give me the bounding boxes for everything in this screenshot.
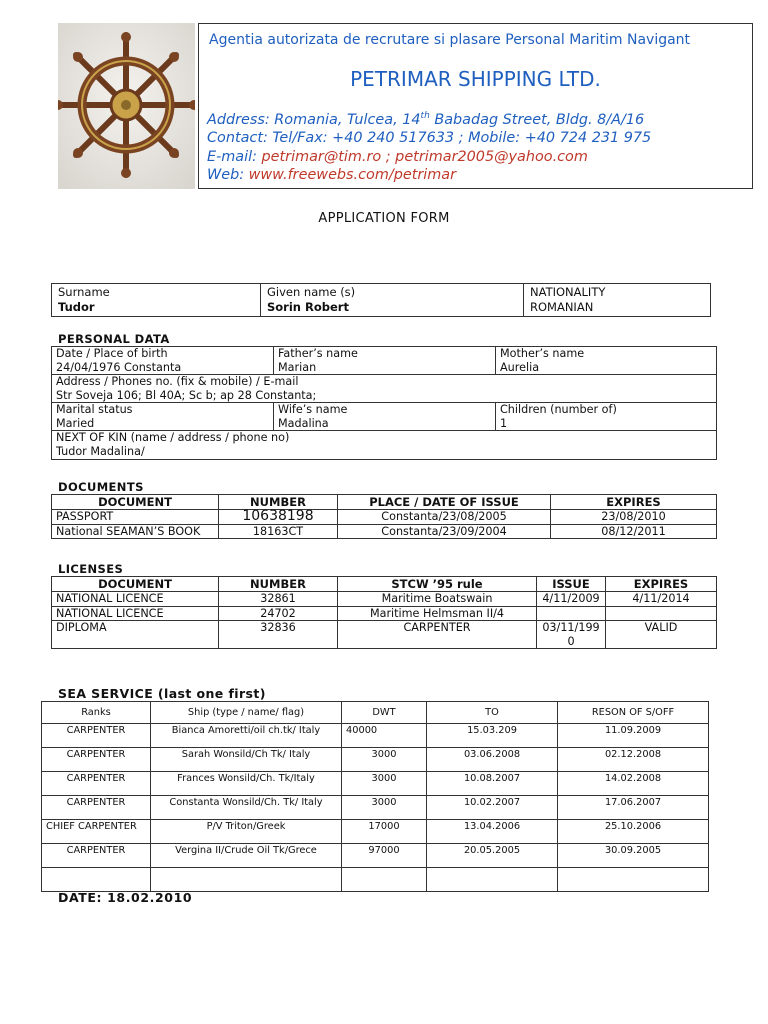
address-cell: Address / Phones no. (fix & mobile) / E-mail Str Soveja 106; Bl 40A; Sc b; ap 28 Constanta; bbox=[52, 375, 717, 403]
doc-header: DOCUMENT bbox=[52, 495, 219, 510]
table-row: PASSPORT 10638198 Constanta/23/08/2005 23/08/2010 bbox=[52, 510, 717, 525]
table-row bbox=[42, 868, 709, 892]
agency-line: Agentia autorizata de recrutare si plasare Personal Maritim Navigant bbox=[209, 32, 691, 48]
date-line: DATE: 18.02.2010 bbox=[58, 890, 193, 905]
table-row: CARPENTER Frances Wonsild/Ch. Tk/Italy 3000 10.08.2007 14.02.2008 bbox=[42, 772, 709, 796]
company-name: PETRIMAR SHIPPING LTD. bbox=[350, 67, 601, 91]
lic-header: STCW ’95 rule bbox=[338, 577, 537, 592]
documents-table bbox=[51, 494, 717, 539]
ship-wheel-logo bbox=[58, 23, 195, 189]
sea-service-table bbox=[41, 701, 709, 892]
email-link[interactable]: petrimar@tim.ro ; petrimar2005@yahoo.com bbox=[261, 149, 588, 165]
given-name-cell: Given name (s) Sorin Robert bbox=[261, 284, 524, 317]
licenses-heading: LICENSES bbox=[58, 562, 124, 576]
table-row: CARPENTER Vergina II/Crude Oil Tk/Grece 97000 20.05.2005 30.09.2005 bbox=[42, 844, 709, 868]
nationality-cell: NATIONALITY ROMANIAN bbox=[524, 284, 711, 317]
table-row: National SEAMAN’S BOOK 18163CT Constanta/23/09/2004 08/12/2011 bbox=[52, 524, 717, 539]
table-row: NATIONAL LICENCE 32861 Maritime Boatswain 4/11/2009 4/11/2014 bbox=[52, 592, 717, 607]
names-table bbox=[51, 283, 711, 317]
mother-cell: Mother’s name Aurelia bbox=[496, 347, 717, 375]
email-line: E-mail: petrimar@tim.ro ; petrimar2005@yahoo.com bbox=[207, 149, 588, 165]
sea-header: Ranks bbox=[42, 702, 151, 724]
lic-header: ISSUE bbox=[537, 577, 606, 592]
table-row: CARPENTER Constanta Wonsild/Ch. Tk/ Italy 3000 10.02.2007 17.06.2007 bbox=[42, 796, 709, 820]
web-line: Web: www.freewebs.com/petrimar bbox=[207, 167, 457, 183]
table-row: CARPENTER Bianca Amoretti/oil ch.tk/ Italy 40000 15.03.209 11.09.2009 bbox=[42, 724, 709, 748]
table-row: NATIONAL LICENCE 24702 Maritime Helmsman II/4 bbox=[52, 606, 717, 621]
table-row: CHIEF CARPENTER P/V Triton/Greek 17000 13.04.2006 25.10.2006 bbox=[42, 820, 709, 844]
contact-line: Contact: Tel/Fax: +40 240 517633 ; Mobile: +40 724 231 975 bbox=[207, 130, 652, 146]
form-title: APPLICATION FORM bbox=[318, 211, 450, 226]
sea-header: TO bbox=[427, 702, 558, 724]
dob-cell: Date / Place of birth 24/04/1976 Constanta bbox=[52, 347, 274, 375]
lic-header: DOCUMENT bbox=[52, 577, 219, 592]
doc-header: NUMBER bbox=[219, 495, 338, 510]
doc-header: PLACE / DATE OF ISSUE bbox=[338, 495, 551, 510]
web-link[interactable]: www.freewebs.com/petrimar bbox=[248, 167, 457, 183]
marital-cell: Marital status Maried bbox=[52, 403, 274, 431]
wife-cell: Wife’s name Madalina bbox=[274, 403, 496, 431]
lic-header: NUMBER bbox=[219, 577, 338, 592]
doc-header: EXPIRES bbox=[551, 495, 717, 510]
lic-header: EXPIRES bbox=[606, 577, 717, 592]
sea-service-heading: SEA SERVICE (last one first) bbox=[58, 686, 266, 701]
table-row: DIPLOMA 32836 CARPENTER 03/11/199 0 VALID bbox=[52, 621, 717, 649]
company-header bbox=[198, 23, 753, 189]
surname-cell: Surname Tudor bbox=[52, 284, 261, 317]
licenses-table bbox=[51, 576, 717, 649]
ship-wheel-icon bbox=[58, 23, 195, 189]
address-line: Address: Romania, Tulcea, 14th Babadag Street, Bldg. 8/A/16 bbox=[207, 111, 645, 128]
next-of-kin-cell: NEXT OF KIN (name / address / phone no) Tudor Madalina/ bbox=[52, 431, 717, 460]
personal-data-heading: PERSONAL DATA bbox=[58, 332, 170, 346]
sea-header: RESON OF S/OFF bbox=[558, 702, 709, 724]
table-row: CARPENTER Sarah Wonsild/Ch Tk/ Italy 3000 03.06.2008 02.12.2008 bbox=[42, 748, 709, 772]
sea-header: DWT bbox=[342, 702, 427, 724]
documents-heading: DOCUMENTS bbox=[58, 480, 144, 494]
personal-data-table bbox=[51, 346, 717, 460]
father-cell: Father’s name Marian bbox=[274, 347, 496, 375]
children-cell: Children (number of) 1 bbox=[496, 403, 717, 431]
sea-header: Ship (type / name/ flag) bbox=[151, 702, 342, 724]
